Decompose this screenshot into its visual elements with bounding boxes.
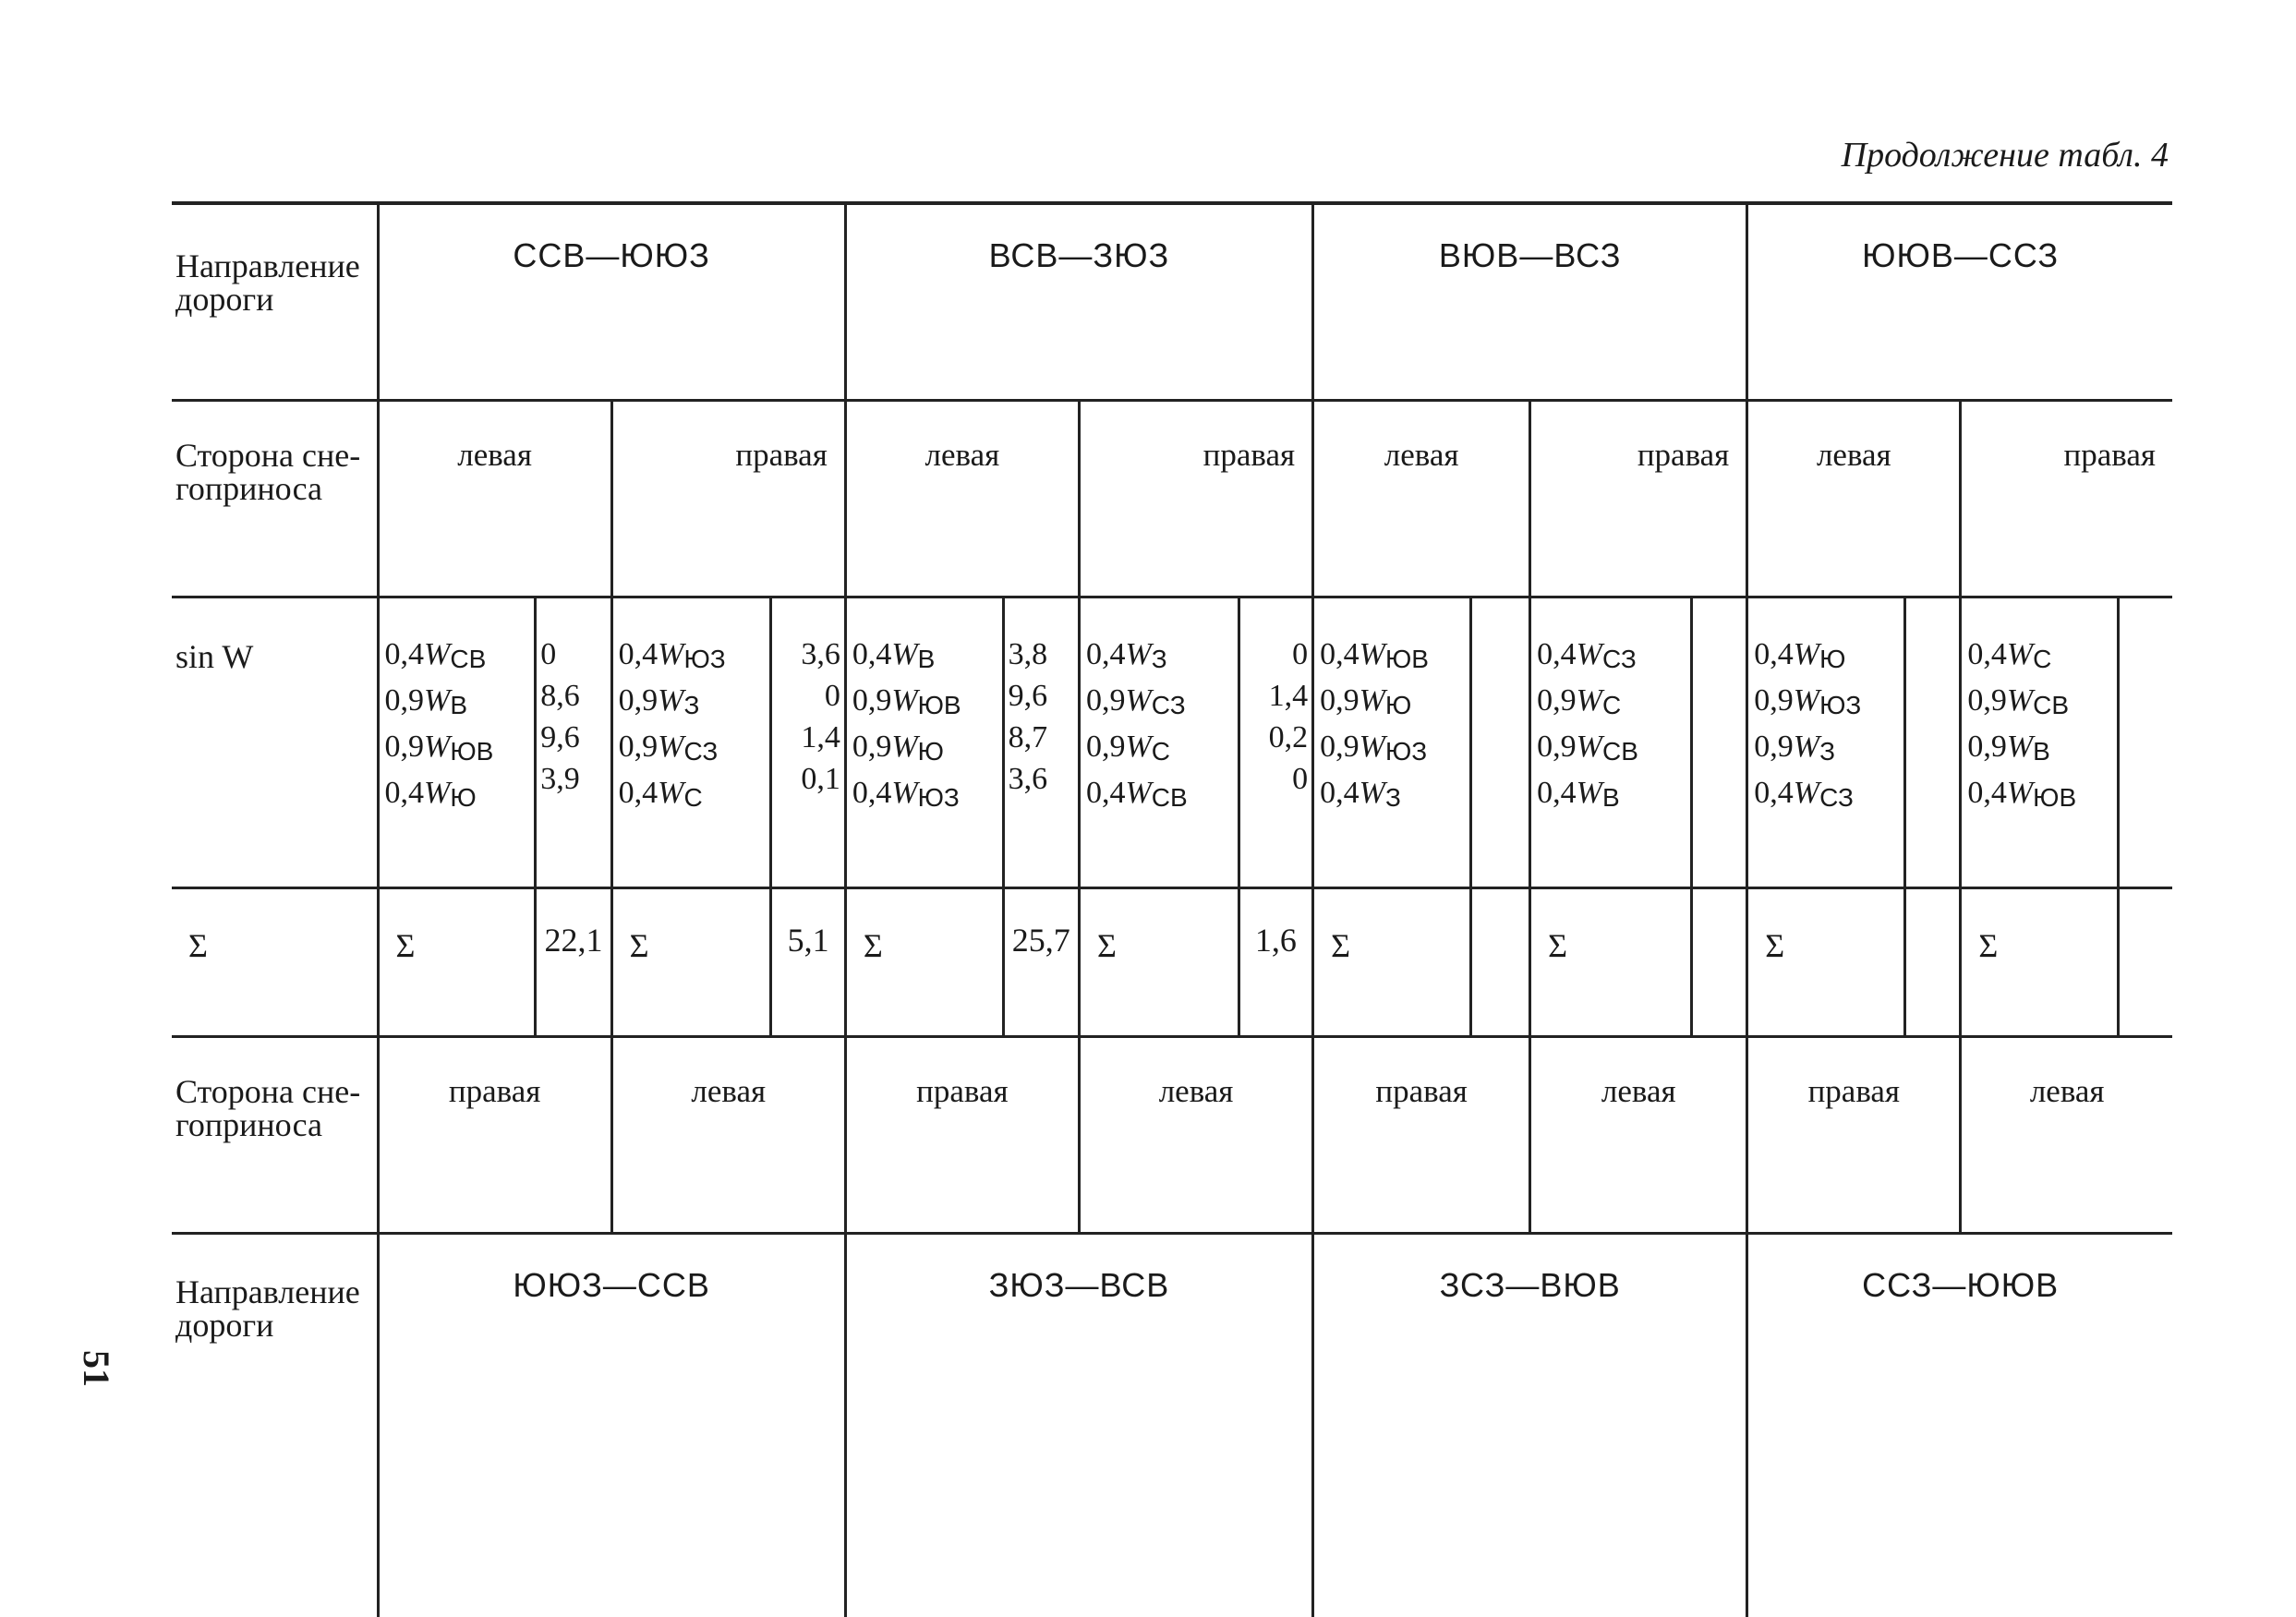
formula-term: $0,9W_З$: [619, 680, 770, 726]
sin-value: 1,4: [1244, 675, 1308, 717]
sin-value: [1697, 634, 1742, 675]
sin-value: [1697, 675, 1742, 717]
page-number: 51: [75, 1350, 118, 1387]
sum-symbol: Σ: [1313, 888, 1471, 1037]
formula-term: $0,9W_{ЮВ}$: [852, 680, 1002, 726]
direction-bottom-1: ЮЮЗ—ССВ: [378, 1234, 845, 1617]
sin-value: [1910, 758, 1959, 800]
sin-value: 8,6: [540, 675, 610, 717]
wind-direction-table: [172, 201, 2172, 1617]
formula-term: $0,4W_{ЮВ}$: [1320, 634, 1469, 680]
sin-value: [1910, 634, 1959, 675]
sin-value: 0,1: [776, 758, 840, 800]
sin-value: [1476, 675, 1529, 717]
sin-formula-cell: [378, 597, 536, 888]
side-top-2: правая: [611, 401, 845, 597]
sin-formula-cell: [845, 597, 1003, 888]
formula-term: $0,9W_{СЗ}$: [1086, 680, 1238, 726]
formula-term: $0,4W_С$: [1967, 634, 2117, 680]
sin-value: 3,9: [540, 758, 610, 800]
sin-value: 3,6: [776, 634, 840, 675]
formula-term: $0,9W_В$: [385, 680, 535, 726]
sin-value: [2123, 634, 2169, 675]
sum-value: [1905, 888, 1961, 1037]
sum-symbol: Σ: [845, 888, 1003, 1037]
side-top-4: правая: [1079, 401, 1312, 597]
sin-value: 0: [540, 634, 610, 675]
formula-term: $0,9W_{ЮВ}$: [385, 726, 535, 772]
side-top-8: правая: [1961, 401, 2172, 597]
road-direction-header-row: [172, 203, 2172, 401]
side-bottom-1: правая: [378, 1037, 611, 1234]
sin-value-cell: [771, 597, 845, 888]
sin-value: 3,8: [1009, 634, 1078, 675]
side-bottom-5: правая: [1313, 1037, 1530, 1234]
sin-value: [1910, 675, 1959, 717]
side-top-6: правая: [1530, 401, 1747, 597]
sin-formula-cell: [1530, 597, 1692, 888]
formula-term: $0,9W_С$: [1086, 726, 1238, 772]
side-bottom-7: правая: [1747, 1037, 1961, 1234]
formula-term: $0,9W_{ЮЗ}$: [1320, 726, 1469, 772]
formula-term: $0,9W_Ю$: [1320, 680, 1469, 726]
sin-value: [1476, 634, 1529, 675]
snow-side-top-row: [172, 401, 2172, 597]
sin-value: [1697, 758, 1742, 800]
formula-term: $0,4W_В$: [1537, 772, 1690, 818]
sin-value: [1910, 717, 1959, 758]
side-bottom-8: левая: [1961, 1037, 2172, 1234]
formula-term: $0,4W_Ю$: [1754, 634, 1903, 680]
road-direction-label: Направление дороги: [172, 203, 378, 401]
sum-value: [1470, 888, 1529, 1037]
formula-term: $0,9W_С$: [1537, 680, 1690, 726]
direction-bottom-2: ЗЮЗ—ВСВ: [845, 1234, 1312, 1617]
formula-term: $0,4W_В$: [852, 634, 1002, 680]
direction-bottom-3: ЗСЗ—ВЮВ: [1313, 1234, 1747, 1617]
sin-value-cell: [1905, 597, 1961, 888]
sin-w-label: sin W: [172, 597, 378, 888]
side-top-5: левая: [1313, 401, 1530, 597]
formula-term: $0,4W_{ЮЗ}$: [619, 634, 770, 680]
sin-formula-cell: [611, 597, 771, 888]
sin-value-cell: [1003, 597, 1079, 888]
sum-symbol: Σ: [1079, 888, 1239, 1037]
sin-value: [2123, 758, 2169, 800]
sin-value: [1476, 717, 1529, 758]
sin-w-row: [172, 597, 2172, 888]
sum-symbol: Σ: [1747, 888, 1905, 1037]
sin-value-cell: [1470, 597, 1529, 888]
formula-term: $0,4W_{ЮВ}$: [1967, 772, 2117, 818]
direction-bottom-4: ССЗ—ЮЮВ: [1747, 1234, 2172, 1617]
snow-side-bottom-row: [172, 1037, 2172, 1234]
formula-term: $0,4W_{ЮЗ}$: [852, 772, 1002, 818]
sin-value: [1697, 717, 1742, 758]
sin-value: 3,6: [1009, 758, 1078, 800]
side-top-7: левая: [1747, 401, 1961, 597]
snow-side-label-bottom: Сторона сне- гоприноса: [172, 1037, 378, 1234]
formula-term: $0,4W_{СЗ}$: [1537, 634, 1690, 680]
formula-term: $0,4W_{СВ}$: [385, 634, 535, 680]
sum-value: 25,7: [1003, 888, 1079, 1037]
sin-value: 0: [1244, 758, 1308, 800]
side-bottom-2: левая: [611, 1037, 845, 1234]
formula-term: $0,4W_З$: [1320, 772, 1469, 818]
sin-formula-cell: [1079, 597, 1239, 888]
sum-row: [172, 888, 2172, 1037]
formula-term: $0,4W_{СЗ}$: [1754, 772, 1903, 818]
formula-term: $0,9W_Ю$: [852, 726, 1002, 772]
sum-value: 1,6: [1239, 888, 1312, 1037]
sin-formula-cell: [1747, 597, 1905, 888]
formula-term: $0,4W_{СВ}$: [1086, 772, 1238, 818]
sin-value-cell: [1691, 597, 1746, 888]
sin-value: 1,4: [776, 717, 840, 758]
sin-value-cell: [2119, 597, 2172, 888]
sum-symbol: Σ: [1961, 888, 2119, 1037]
road-direction-label-bottom: Направление дороги: [172, 1234, 378, 1617]
sin-value: [2123, 675, 2169, 717]
road-direction-footer-row: [172, 1234, 2172, 1617]
direction-top-2: ВСВ—ЗЮЗ: [845, 203, 1312, 401]
sin-value: [1476, 758, 1529, 800]
side-top-1: левая: [378, 401, 611, 597]
sum-value: 5,1: [771, 888, 845, 1037]
direction-top-3: ВЮВ—ВСЗ: [1313, 203, 1747, 401]
sum-label: Σ: [172, 888, 378, 1037]
formula-term: $0,9W_{СВ}$: [1967, 680, 2117, 726]
formula-term: $0,9W_{СЗ}$: [619, 726, 770, 772]
formula-term: $0,9W_В$: [1967, 726, 2117, 772]
sin-value: 8,7: [1009, 717, 1078, 758]
side-bottom-6: левая: [1530, 1037, 1747, 1234]
sin-value: 9,6: [540, 717, 610, 758]
sum-value: 22,1: [536, 888, 611, 1037]
formula-term: $0,9W_{СВ}$: [1537, 726, 1690, 772]
snow-side-label: Сторона сне- гоприноса: [172, 401, 378, 597]
sin-formula-cell: [1313, 597, 1471, 888]
sin-formula-cell: [1961, 597, 2119, 888]
side-bottom-4: левая: [1079, 1037, 1312, 1234]
sin-value-cell: [536, 597, 611, 888]
sin-value-cell: [1239, 597, 1312, 888]
sin-value: 0: [776, 675, 840, 717]
table-caption: Продолжение табл. 4: [1842, 135, 2169, 175]
sin-value: 0: [1244, 634, 1308, 675]
side-top-3: левая: [845, 401, 1079, 597]
formula-term: $0,9W_З$: [1754, 726, 1903, 772]
sum-symbol: Σ: [1530, 888, 1692, 1037]
sin-value: [2123, 717, 2169, 758]
sum-symbol: Σ: [611, 888, 771, 1037]
direction-top-4: ЮЮВ—ССЗ: [1747, 203, 2172, 401]
sum-value: [2119, 888, 2172, 1037]
formula-term: $0,4W_Ю$: [385, 772, 535, 818]
formula-term: $0,9W_{ЮЗ}$: [1754, 680, 1903, 726]
formula-term: $0,4W_З$: [1086, 634, 1238, 680]
sum-symbol: Σ: [378, 888, 536, 1037]
sin-value: 0,2: [1244, 717, 1308, 758]
formula-term: $0,4W_С$: [619, 772, 770, 818]
direction-top-1: ССВ—ЮЮЗ: [378, 203, 845, 401]
sum-value: [1691, 888, 1746, 1037]
side-bottom-3: правая: [845, 1037, 1079, 1234]
sin-value: 9,6: [1009, 675, 1078, 717]
